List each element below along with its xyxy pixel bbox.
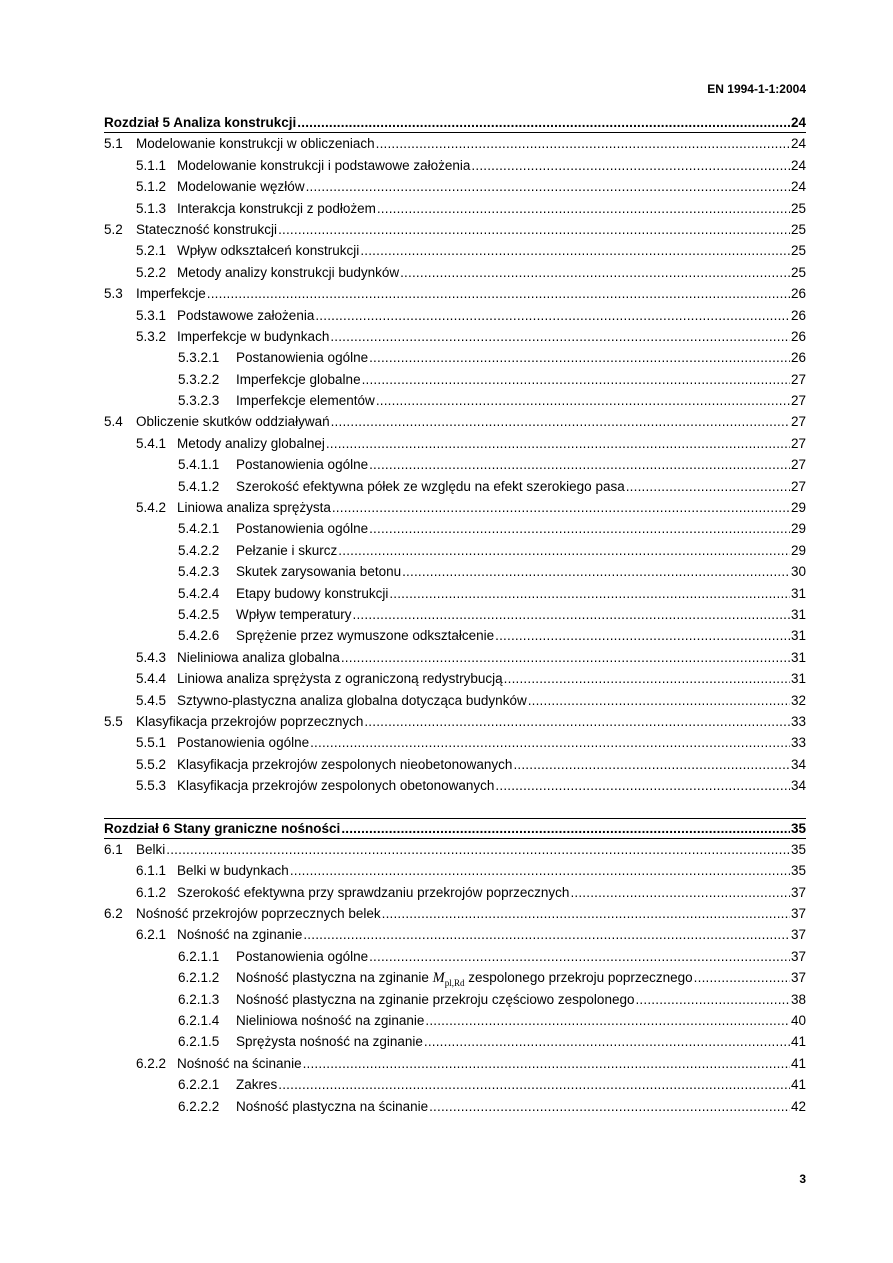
toc-entry-number: 5.4 xyxy=(104,414,123,430)
toc-entry xyxy=(104,454,806,475)
toc-entry-title: Szerokość efektywna przy sprawdzaniu przekrojów poprzecznych xyxy=(177,884,570,900)
toc-entry-number: 5.1.2 xyxy=(136,179,167,195)
toc-entry xyxy=(104,347,806,368)
toc-entry-title: Zakres xyxy=(236,1077,278,1093)
toc-entry-number: 6.2.1.2 xyxy=(178,970,220,986)
toc-entry-page: 26 xyxy=(790,307,806,323)
toc-entry-number: 5.4.4 xyxy=(136,671,167,687)
dot-leader xyxy=(369,347,790,368)
dot-leader xyxy=(353,604,790,625)
toc-entry-number: 5.4.2.6 xyxy=(178,628,220,644)
dot-leader xyxy=(504,668,790,689)
toc-entry xyxy=(104,262,806,283)
toc-entry-number: 5.4.2 xyxy=(136,500,167,516)
dot-leader xyxy=(429,1096,790,1117)
toc-entry xyxy=(104,1010,806,1031)
toc-entry-title: Nieliniowa analiza globalna xyxy=(177,649,340,665)
dot-leader xyxy=(369,454,790,475)
dot-leader xyxy=(360,240,790,261)
toc-entry xyxy=(104,411,806,432)
dot-leader xyxy=(425,1010,790,1031)
toc-entry-page: 37 xyxy=(790,884,806,900)
toc-entry-page: 35 xyxy=(790,863,806,879)
dot-leader xyxy=(303,924,790,945)
toc-entry xyxy=(104,390,806,411)
toc-entry-title: Rozdział 5 Analiza konstrukcji xyxy=(104,115,297,130)
dot-leader xyxy=(338,540,790,561)
dot-leader xyxy=(528,690,790,711)
toc-entry-page: 35 xyxy=(790,841,806,857)
toc-entry-page: 29 xyxy=(790,500,806,516)
toc-entry-page: 38 xyxy=(790,991,806,1007)
dot-leader xyxy=(278,219,790,240)
toc-entry-page: 27 xyxy=(790,371,806,387)
toc-entry-page: 33 xyxy=(790,713,806,729)
dot-leader xyxy=(290,860,790,881)
toc-entry-title: Obliczenie skutków oddziaływań xyxy=(136,414,330,430)
toc-entry-page: 34 xyxy=(790,756,806,772)
toc-entry-page: 25 xyxy=(790,264,806,280)
toc-entry-number: 5.3.1 xyxy=(136,307,167,323)
dot-leader xyxy=(377,198,790,219)
toc-entry xyxy=(104,711,806,732)
toc-entry-number: 5.4.2.1 xyxy=(178,521,220,537)
toc-entry-number: 5.1.3 xyxy=(136,200,167,216)
toc-entry xyxy=(104,604,806,625)
dot-leader xyxy=(389,583,790,604)
toc-entry-number: 5.5.3 xyxy=(136,778,167,794)
toc-entry-page: 31 xyxy=(790,606,806,622)
toc-entry-number: 5.3.2.2 xyxy=(178,371,220,387)
dot-leader xyxy=(570,882,790,903)
toc-entry-number: 5.1.1 xyxy=(136,157,167,173)
dot-leader xyxy=(331,411,790,432)
toc-entry-title: Podstawowe założenia xyxy=(177,307,315,323)
toc-entry-page: 27 xyxy=(790,393,806,409)
toc-entry xyxy=(104,155,806,176)
toc-entry-title: Klasyfikacja przekrojów poprzecznych xyxy=(136,713,364,729)
toc-entry-title: Sztywno-plastyczna analiza globalna dotycząca budynków xyxy=(177,692,527,708)
toc-entry-title: Interakcja konstrukcji z podłożem xyxy=(177,200,376,216)
toc-entry-title: Nieliniowa nośność na zginanie xyxy=(236,1013,425,1029)
toc-entry-title: Modelowanie konstrukcji w obliczeniach xyxy=(136,136,375,152)
toc-entry-page: 27 xyxy=(790,478,806,494)
dot-leader xyxy=(635,989,789,1010)
toc-entry xyxy=(104,133,806,154)
dot-leader xyxy=(376,390,790,411)
toc-entry xyxy=(104,839,806,860)
toc-entry xyxy=(104,198,806,219)
toc-entry-number: 5.2.2 xyxy=(136,264,167,280)
dot-leader xyxy=(341,818,790,839)
toc-entry-title: Skutek zarysowania betonu xyxy=(236,564,402,580)
toc-entry-number: 5.3.2 xyxy=(136,328,167,344)
toc-entry-number: 5.4.2.4 xyxy=(178,585,220,601)
toc-entry xyxy=(104,540,806,561)
toc-entry-number: 5.3.2.3 xyxy=(178,393,220,409)
toc-chapter-entry xyxy=(104,112,806,133)
toc-entry-page: 26 xyxy=(790,350,806,366)
toc-entry-page: 24 xyxy=(790,136,806,152)
toc-entry-number: 5.4.3 xyxy=(136,649,167,665)
dot-leader xyxy=(310,732,790,753)
math-symbol: $M_{pl,Rd}$ xyxy=(432,970,465,989)
toc-entry xyxy=(104,882,806,903)
toc-entry xyxy=(104,283,806,304)
toc-entry-page: 25 xyxy=(790,243,806,259)
toc-entry-page: 27 xyxy=(790,435,806,451)
toc-entry-number: 5.5 xyxy=(104,713,123,729)
toc-entry-title: Stateczność konstrukcji xyxy=(136,221,278,237)
toc-entry-number: 6.1.2 xyxy=(136,884,167,900)
toc-entry-title: Klasyfikacja przekrojów zespolonych nieobetonowanych xyxy=(177,756,513,772)
toc-entry-page: 31 xyxy=(790,628,806,644)
toc-entry xyxy=(104,732,806,753)
toc-entry-number: 5.5.1 xyxy=(136,735,167,751)
toc-entry-number: 6.2.1.5 xyxy=(178,1034,220,1050)
toc-entry-title: Sprężenie przez wymuszone odkształcenie xyxy=(236,628,495,644)
toc-entry-title: Klasyfikacja przekrojów zespolonych obetonowanych xyxy=(177,778,495,794)
toc-entry-title: Nośność przekrojów poprzecznych belek xyxy=(136,906,381,922)
toc-entry xyxy=(104,775,806,796)
toc-entry-page: 37 xyxy=(790,927,806,943)
dot-leader xyxy=(400,262,790,283)
toc-entry-page: 41 xyxy=(790,1077,806,1093)
toc-entry xyxy=(104,561,806,582)
table-of-contents xyxy=(104,112,806,1117)
toc-entry-page: 32 xyxy=(790,692,806,708)
toc-entry xyxy=(104,326,806,347)
dot-leader xyxy=(626,476,790,497)
toc-entry-number: 6.2.1.3 xyxy=(178,991,220,1007)
toc-entry-page: 31 xyxy=(790,671,806,687)
toc-entry-title: Postanowienia ogólne xyxy=(236,948,369,964)
dot-leader xyxy=(332,497,790,518)
toc-entry-title: Nośność plastyczna na zginanie przekroju częściowo zespolonego xyxy=(236,991,635,1007)
toc-entry xyxy=(104,219,806,240)
toc-entry-title: Modelowanie konstrukcji i podstawowe założenia xyxy=(177,157,471,173)
toc-entry-title: Postanowienia ogólne xyxy=(177,735,310,751)
toc-chapter-entry xyxy=(104,818,806,839)
toc-entry-title: Wpływ temperatury xyxy=(236,606,352,622)
toc-entry xyxy=(104,1053,806,1074)
toc-entry-page: 37 xyxy=(790,970,806,986)
toc-entry-title: Belki xyxy=(136,841,166,857)
dot-leader xyxy=(303,1053,790,1074)
toc-entry xyxy=(104,583,806,604)
toc-entry xyxy=(104,176,806,197)
toc-entry-page: 42 xyxy=(790,1098,806,1114)
toc-entry-page: 24 xyxy=(790,157,806,173)
toc-entry-title-text: zespolonego przekroju poprzecznego xyxy=(468,970,693,986)
toc-entry-title: Nośność na ścinanie xyxy=(177,1055,302,1071)
toc-entry-number: 5.2 xyxy=(104,221,123,237)
dot-leader xyxy=(694,967,790,988)
toc-entry xyxy=(104,754,806,775)
toc-entry-page: 37 xyxy=(790,906,806,922)
dot-leader xyxy=(278,1074,790,1095)
dot-leader xyxy=(341,647,790,668)
dot-leader xyxy=(513,754,790,775)
toc-entry-page: 26 xyxy=(790,328,806,344)
dot-leader xyxy=(369,946,790,967)
toc-entry-number: 5.5.2 xyxy=(136,756,167,772)
toc-entry-number: 6.2.1.1 xyxy=(178,948,220,964)
toc-entry xyxy=(104,476,806,497)
toc-entry xyxy=(104,903,806,924)
toc-entry-title: Imperfekcje elementów xyxy=(236,393,375,409)
dot-leader xyxy=(495,625,790,646)
toc-entry-number: 5.3.2.1 xyxy=(178,350,220,366)
toc-entry-page: 29 xyxy=(790,542,806,558)
toc-entry xyxy=(104,647,806,668)
toc-entry-number: 5.3 xyxy=(104,286,123,302)
toc-entry-title: Postanowienia ogólne xyxy=(236,350,369,366)
toc-entry-title: Postanowienia ogólne xyxy=(236,521,369,537)
toc-entry xyxy=(104,518,806,539)
dot-leader xyxy=(306,176,790,197)
toc-entry-number: 5.2.1 xyxy=(136,243,167,259)
toc-entry xyxy=(104,497,806,518)
toc-entry-title-text: Nośność plastyczna na zginanie xyxy=(236,970,429,986)
toc-entry-page: 27 xyxy=(790,457,806,473)
dot-leader xyxy=(326,433,790,454)
toc-entry xyxy=(104,433,806,454)
toc-entry-number: 5.4.1 xyxy=(136,435,167,451)
toc-entry-number: 5.4.2.3 xyxy=(178,564,220,580)
dot-leader xyxy=(297,112,790,133)
toc-entry-title: Szerokość efektywna półek ze względu na efekt szerokiego pasa xyxy=(236,478,625,494)
toc-entry xyxy=(104,240,806,261)
toc-entry-number: 5.4.2.2 xyxy=(178,542,220,558)
toc-entry-number: 6.2.2.2 xyxy=(178,1098,220,1114)
toc-entry-number: 6.2.2.1 xyxy=(178,1077,220,1093)
toc-entry-page: 34 xyxy=(790,778,806,794)
toc-entry-page: 24 xyxy=(790,115,806,130)
toc-entry-number: 5.4.5 xyxy=(136,692,167,708)
toc-entry-title: Nośność na zginanie xyxy=(177,927,303,943)
dot-leader xyxy=(369,518,790,539)
toc-entry-page: 25 xyxy=(790,221,806,237)
toc-entry-page: 37 xyxy=(790,948,806,964)
toc-entry xyxy=(104,690,806,711)
toc-entry-page: 30 xyxy=(790,564,806,580)
toc-entry-title: Nośność plastyczna na ścinanie xyxy=(236,1098,429,1114)
toc-entry-page: 33 xyxy=(790,735,806,751)
toc-entry-page: 31 xyxy=(790,585,806,601)
toc-entry-title: Rozdział 6 Stany graniczne nośności xyxy=(104,820,341,836)
dot-leader xyxy=(376,133,790,154)
toc-entry-title: Imperfekcje xyxy=(136,286,206,302)
dot-leader xyxy=(364,711,790,732)
document-code: EN 1994-1-1:2004 xyxy=(707,82,806,96)
toc-entry xyxy=(104,924,806,945)
toc-entry-title: Metody analizy globalnej xyxy=(177,435,325,451)
toc-entry xyxy=(104,625,806,646)
dot-leader xyxy=(471,155,790,176)
toc-entry-page: 35 xyxy=(790,820,806,836)
toc-entry-number: 6.1 xyxy=(104,841,123,857)
toc-entry-number: 5.4.2.5 xyxy=(178,606,220,622)
toc-entry-number: 6.2.1.4 xyxy=(178,1013,220,1029)
toc-entry-title: Etapy budowy konstrukcji xyxy=(236,585,389,601)
page-number: 3 xyxy=(799,1172,806,1186)
toc-entry-page: 29 xyxy=(790,521,806,537)
toc-entry xyxy=(104,860,806,881)
toc-entry-page: 27 xyxy=(790,414,806,430)
dot-leader xyxy=(362,369,790,390)
toc-entry xyxy=(104,1096,806,1117)
toc-entry-title: Imperfekcje globalne xyxy=(236,371,361,387)
toc-entry-number: 6.2.1 xyxy=(136,927,167,943)
dot-leader xyxy=(382,903,790,924)
toc-entry xyxy=(104,967,806,988)
dot-leader xyxy=(424,1031,790,1052)
dot-leader xyxy=(207,283,790,304)
toc-entry-page: 31 xyxy=(790,649,806,665)
toc-entry-title: Belki w budynkach xyxy=(177,863,289,879)
toc-entry-title: Liniowa analiza sprężysta z ograniczoną redystrybucją xyxy=(177,671,503,687)
dot-leader xyxy=(402,561,790,582)
toc-entry xyxy=(104,305,806,326)
toc-entry-title: Sprężysta nośność na zginanie xyxy=(236,1034,423,1050)
toc-entry xyxy=(104,1031,806,1052)
toc-entry-title: Imperfekcje w budynkach xyxy=(177,328,330,344)
toc-entry-number: 5.4.1.2 xyxy=(178,478,220,494)
toc-entry-title: Pełzanie i skurcz xyxy=(236,542,338,558)
dot-leader xyxy=(315,305,790,326)
toc-entry-title: Postanowienia ogólne xyxy=(236,457,369,473)
toc-entry-page: 41 xyxy=(790,1055,806,1071)
toc-entry-page: 25 xyxy=(790,200,806,216)
toc-entry-page: 26 xyxy=(790,286,806,302)
toc-entry-page: 41 xyxy=(790,1034,806,1050)
dot-leader xyxy=(495,775,790,796)
toc-entry-title: Liniowa analiza sprężysta xyxy=(177,500,331,516)
toc-entry-title: Modelowanie węzłów xyxy=(177,179,305,195)
toc-entry-number: 6.2.2 xyxy=(136,1055,167,1071)
toc-entry-page: 24 xyxy=(790,179,806,195)
toc-entry-page: 40 xyxy=(790,1013,806,1029)
toc-entry-title: Metody analizy konstrukcji budynków xyxy=(177,264,400,280)
dot-leader xyxy=(330,326,790,347)
toc-entry-number: 5.4.1.1 xyxy=(178,457,220,473)
toc-entry xyxy=(104,989,806,1010)
dot-leader xyxy=(166,839,790,860)
toc-entry-number: 6.1.1 xyxy=(136,863,167,879)
toc-entry xyxy=(104,946,806,967)
toc-entry xyxy=(104,1074,806,1095)
toc-entry-title: Wpływ odkształceń konstrukcji xyxy=(177,243,360,259)
toc-entry xyxy=(104,668,806,689)
toc-entry-number: 6.2 xyxy=(104,906,123,922)
toc-entry xyxy=(104,369,806,390)
toc-entry-number: 5.1 xyxy=(104,136,123,152)
